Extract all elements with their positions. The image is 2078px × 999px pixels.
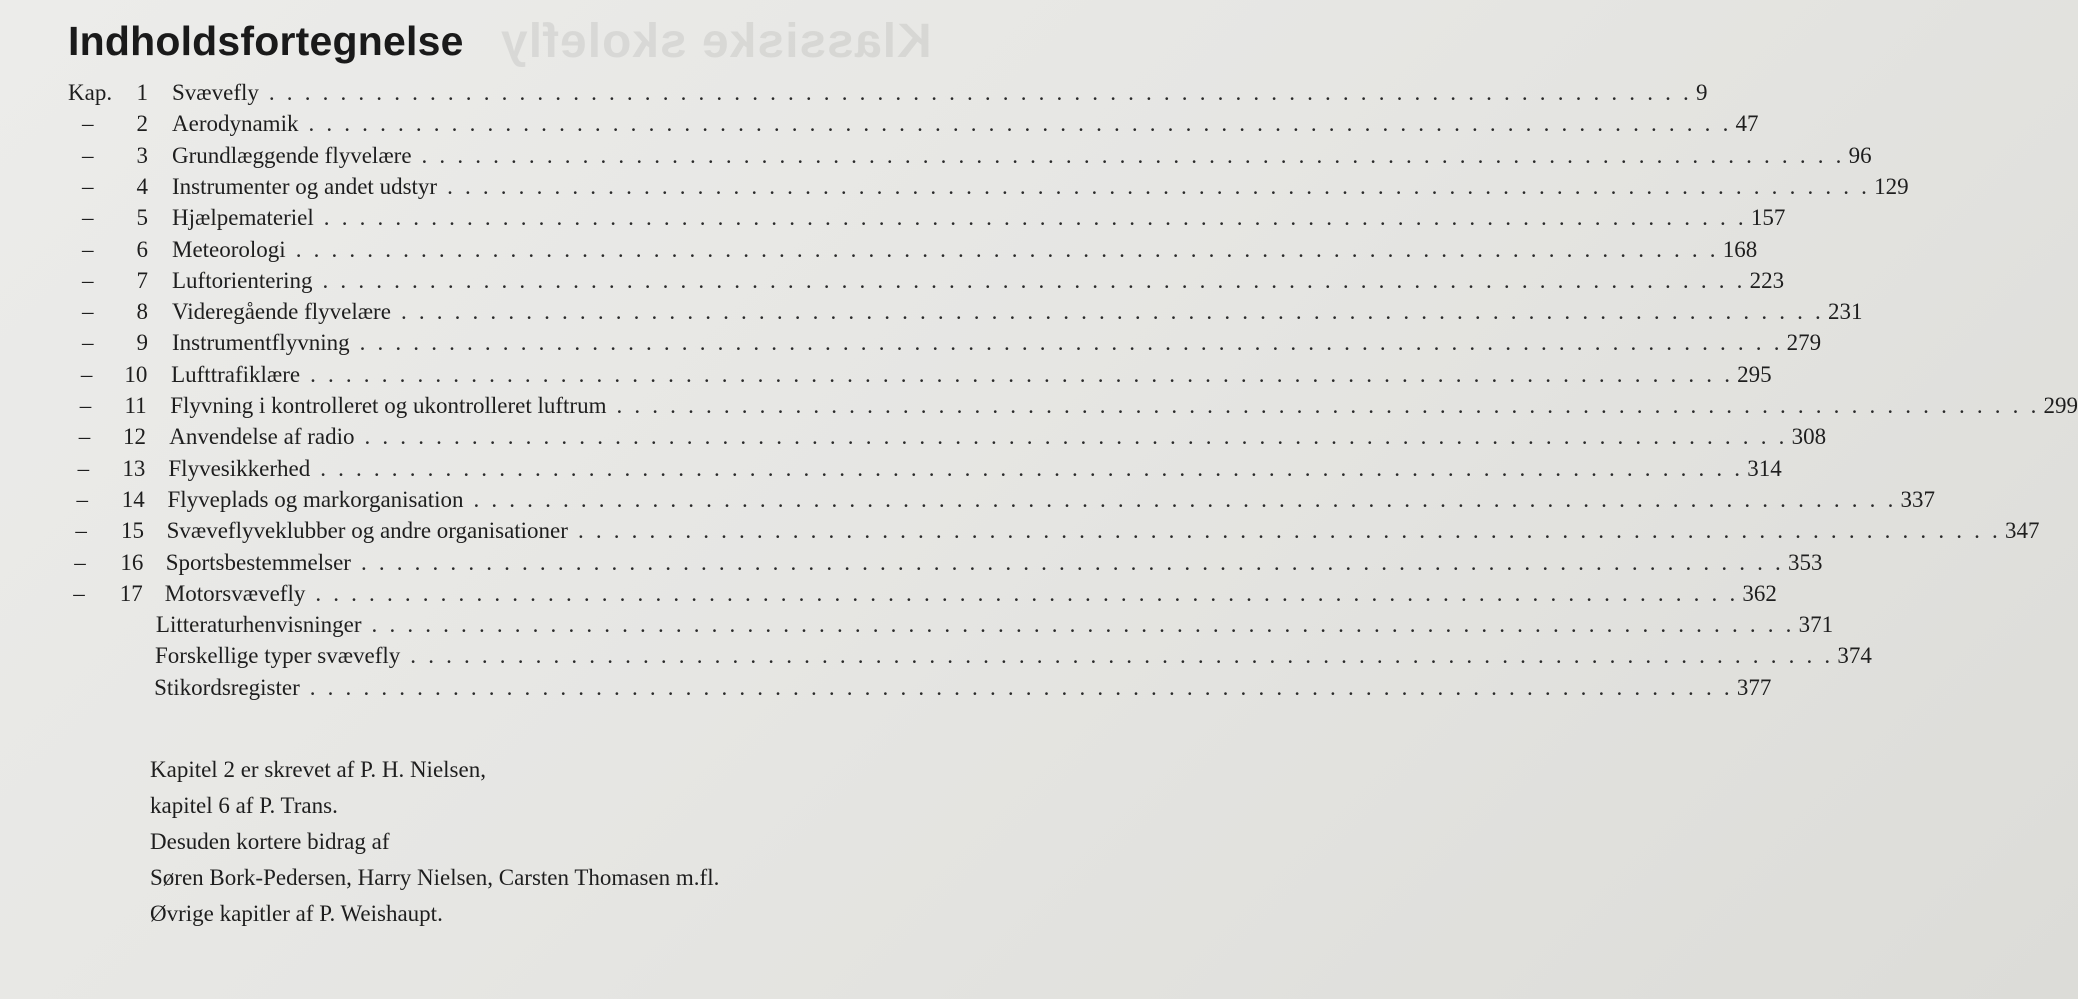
toc-leader-dots: . . . . . . . . . . . . . . . . . . . . . . . . . . . . . . . . . . . . . . . . . . . . . . . . . . . . . . . . . . . . . . . . . . . . . . . . . . . . . . . . xyxy=(359,330,1783,356)
toc-page-number: 337 xyxy=(1900,486,1936,512)
toc-page-number: 353 xyxy=(1788,549,1823,575)
toc-title: Motorsvævefly xyxy=(164,580,306,606)
toc-prefix: – xyxy=(75,518,87,544)
toc-chapter-number: 14 xyxy=(121,486,145,512)
toc-page-number: 231 xyxy=(1828,299,1863,325)
toc-entry xyxy=(0,297,1863,327)
toc-title: Aerodynamik xyxy=(172,111,299,137)
toc-entry xyxy=(0,266,1785,296)
toc-title: Videregående flyvelære xyxy=(172,299,391,325)
toc-page-number: 129 xyxy=(1874,173,1909,199)
toc-chapter-number: 5 xyxy=(136,205,148,231)
toc-page-number: 9 xyxy=(1695,80,1708,105)
toc-chapter-number: 12 xyxy=(123,424,147,450)
toc-entry xyxy=(0,422,1827,452)
toc-chapter-number: 9 xyxy=(136,330,148,356)
toc-prefix: Kap. xyxy=(68,80,113,105)
toc-leader-dots: . . . . . . . . . . . . . . . . . . . . . . . . . . . . . . . . . . . . . . . . . . . . . . . . . . . . . . . . . . . . . . . . . . . . . . . . . . . . . . . . xyxy=(371,612,1795,638)
credits-note xyxy=(150,752,719,932)
toc-entry xyxy=(0,172,1909,202)
toc-page-number: 279 xyxy=(1786,330,1822,356)
toc-prefix: – xyxy=(82,299,94,325)
toc-entry xyxy=(0,673,1772,703)
credits-line: Desuden kortere bidrag af xyxy=(150,829,390,854)
toc-prefix: – xyxy=(77,455,90,481)
toc-page-number: 223 xyxy=(1749,267,1785,293)
toc-title: Litteraturhenvisninger xyxy=(155,612,362,638)
toc-title: Sportsbestemmelser xyxy=(165,549,351,575)
toc-entry xyxy=(0,454,1782,484)
toc-entry xyxy=(0,109,1759,139)
toc-title: Svæveflyveklubber og andre organisationer xyxy=(166,518,568,544)
toc-entry xyxy=(0,548,1823,578)
toc-chapter-number: 7 xyxy=(136,267,148,293)
toc-prefix: – xyxy=(73,580,85,606)
toc-page-number: 299 xyxy=(2043,393,2078,418)
toc-leader-dots: . . . . . . . . . . . . . . . . . . . . . . . . . . . . . . . . . . . . . . . . . . . . . . . . . . . . . . . . . . . . . . . . . . . . . . . . . . . . . . . . xyxy=(308,111,1732,137)
toc-chapter-number: 6 xyxy=(136,236,148,262)
toc-chapter-number: 17 xyxy=(119,580,143,606)
toc-leader-dots: . . . . . . . . . . . . . . . . . . . . . . . . . . . . . . . . . . . . . . . . . . . . . . . . . . . . . . . . . . . . . . . . . . . . . . . . . . . . . . . . xyxy=(360,549,1784,575)
toc-entry xyxy=(0,141,1872,171)
toc-prefix: – xyxy=(79,393,92,418)
toc-title: Instrumenter og andet udstyr xyxy=(172,173,438,199)
toc-page-number: 374 xyxy=(1837,643,1872,669)
toc-entry xyxy=(0,610,1834,640)
toc-leader-dots: . . . . . . . . . . . . . . . . . . . . . . . . . . . . . . . . . . . . . . . . . . . . . . . . . . . . . . . . . . . . . . . . . . . . . . . . . . . . . . . . xyxy=(323,205,1747,231)
toc-prefix: – xyxy=(82,267,94,293)
toc-chapter-number: 1 xyxy=(136,80,148,105)
toc-entry xyxy=(0,391,2078,421)
toc-page-number: 371 xyxy=(1798,612,1834,638)
toc-leader-dots: . . . . . . . . . . . . . . . . . . . . . . . . . . . . . . . . . . . . . . . . . . . . . . . . . . . . . . . . . . . . . . . . . . . . . . . . . . . . . . . . xyxy=(315,580,1739,606)
toc-leader-dots: . . . . . . . . . . . . . . . . . . . . . . . . . . . . . . . . . . . . . . . . . . . . . . . . . . . . . . . . . . . . . . . . . . . . . . . . . . . . . . . . xyxy=(295,236,1719,262)
toc-title: Stikordsregister xyxy=(154,674,300,700)
toc-leader-dots: . . . . . . . . . . . . . . . . . . . . . . . . . . . . . . . . . . . . . . . . . . . . . . . . . . . . . . . . . . . . . . . . . . . . . . . . . . . . . . . . xyxy=(322,267,1746,293)
toc-entry xyxy=(0,78,1708,108)
toc-prefix: – xyxy=(82,236,94,262)
toc-chapter-number: 15 xyxy=(121,518,145,544)
toc-page-number: 377 xyxy=(1736,674,1772,700)
toc-prefix: – xyxy=(82,111,94,137)
toc-chapter-number: 3 xyxy=(136,142,148,168)
toc-leader-dots: . . . . . . . . . . . . . . . . . . . . . . . . . . . . . . . . . . . . . . . . . . . . . . . . . . . . . . . . . . . . . . . . . . . . . . . . . . . . . . . . xyxy=(473,486,1897,512)
toc-chapter-number: 8 xyxy=(136,299,148,325)
page-title: Indholdsfortegnelse xyxy=(68,18,464,64)
toc-prefix: – xyxy=(78,424,91,450)
toc-title: Anvendelse af radio xyxy=(169,424,355,450)
toc-entry xyxy=(0,203,1786,233)
toc-page-number: 347 xyxy=(2005,518,2040,544)
toc-title: Lufttrafiklære xyxy=(171,361,301,387)
toc-title: Forskellige typer svævefly xyxy=(155,643,401,669)
toc-chapter-number: 4 xyxy=(136,173,148,199)
bleed-through-text: Klassiske skolefly xyxy=(500,15,932,68)
toc-title: Grundlæggende flyvelære xyxy=(172,142,412,168)
toc-title: Flyveplads og markorganisation xyxy=(167,486,464,512)
toc-entry xyxy=(0,360,1772,390)
toc-page-number: 295 xyxy=(1737,361,1772,387)
toc-title: Flyvesikkerhed xyxy=(168,455,311,481)
toc-entry xyxy=(0,485,1936,515)
credits-line: Søren Bork-Pedersen, Harry Nielsen, Carsten Thomasen m.fl. xyxy=(150,865,720,890)
toc-leader-dots: . . . . . . . . . . . . . . . . . . . . . . . . . . . . . . . . . . . . . . . . . . . . . . . . . . . . . . . . . . . . . . . . . . . . . . . . . . . . . . . . xyxy=(421,142,1845,168)
toc-leader-dots: . . . . . . . . . . . . . . . . . . . . . . . . . . . . . . . . . . . . . . . . . . . . . . . . . . . . . . . . . . . . . . . . . . . . . . . . . . . . . . . . xyxy=(410,643,1834,669)
toc-page-number: 47 xyxy=(1735,111,1759,137)
toc-page-number: 168 xyxy=(1722,236,1758,262)
toc-chapter-number: 16 xyxy=(120,549,144,575)
toc-prefix: – xyxy=(74,549,86,575)
toc-leader-dots: . . . . . . . . . . . . . . . . . . . . . . . . . . . . . . . . . . . . . . . . . . . . . . . . . . . . . . . . . . . . . . . . . . . . . . . . . . . . . . . . xyxy=(309,674,1733,700)
credits-line: Øvrige kapitler af P. Weishaupt. xyxy=(150,901,443,926)
toc-entry xyxy=(0,328,1822,358)
toc-title: Flyvning i kontrolleret og ukontrolleret luftrum xyxy=(170,393,607,418)
toc-entry xyxy=(0,641,1872,671)
toc-leader-dots: . . . . . . . . . . . . . . . . . . . . . . . . . . . . . . . . . . . . . . . . . . . . . . . . . . . . . . . . . . . . . . . . . . . . . . . . . . . . . . . . xyxy=(400,299,1824,325)
toc-leader-dots: . . . . . . . . . . . . . . . . . . . . . . . . . . . . . . . . . . . . . . . . . . . . . . . . . . . . . . . . . . . . . . . . . . . . . . . . . . . . . . . . xyxy=(320,455,1744,481)
toc-leader-dots: . . . . . . . . . . . . . . . . . . . . . . . . . . . . . . . . . . . . . . . . . . . . . . . . . . . . . . . . . . . . . . . . . . . . . . . . . . . . . . . . xyxy=(616,393,2040,418)
toc-leader-dots: . . . . . . . . . . . . . . . . . . . . . . . . . . . . . . . . . . . . . . . . . . . . . . . . . . . . . . . . . . . . . . . . . . . . . . . . . . . . . . . . xyxy=(310,361,1734,387)
toc-title: Luftorientering xyxy=(172,267,313,293)
toc-chapter-number: 13 xyxy=(122,455,146,481)
toc-entry xyxy=(0,235,1758,265)
toc-page-number: 157 xyxy=(1750,205,1786,231)
toc-prefix: – xyxy=(82,173,94,199)
credits-line: Kapitel 2 er skrevet af P. H. Nielsen, xyxy=(150,757,486,782)
toc-title: Svævefly xyxy=(172,80,259,105)
toc-leader-dots: . . . . . . . . . . . . . . . . . . . . . . . . . . . . . . . . . . . . . . . . . . . . . . . . . . . . . . . . . . . . . . . . . . . . . . . . . . . . . . . . xyxy=(364,424,1788,450)
toc-entry xyxy=(0,516,2040,546)
toc-leader-dots: . . . . . . . . . . . . . . . . . . . . . . . . . . . . . . . . . . . . . . . . . . . . . . . . . . . . . . . . . . . . . . . . . . . . . . . . . . . . . . . . xyxy=(577,518,2001,544)
toc-chapter-number: 2 xyxy=(136,111,148,137)
toc-entry xyxy=(0,579,1777,609)
toc-prefix: – xyxy=(80,361,93,387)
toc-leader-dots: . . . . . . . . . . . . . . . . . . . . . . . . . . . . . . . . . . . . . . . . . . . . . . . . . . . . . . . . . . . . . . . . . . . . . . . . . . . . . . . . xyxy=(447,173,1871,199)
toc-title: Instrumentflyvning xyxy=(172,330,350,356)
toc-page-number: 362 xyxy=(1742,580,1777,606)
toc-prefix: – xyxy=(82,330,94,356)
toc-page-number: 96 xyxy=(1848,142,1872,168)
toc-prefix: – xyxy=(76,486,88,512)
toc-leader-dots: . . . . . . . . . . . . . . . . . . . . . . . . . . . . . . . . . . . . . . . . . . . . . . . . . . . . . . . . . . . . . . . . . . . . . . . . . . . . . . . . xyxy=(268,80,1692,105)
toc-chapter-number: 10 xyxy=(124,361,148,387)
toc-prefix: – xyxy=(82,142,94,168)
toc-chapter-number: 11 xyxy=(124,393,147,418)
credits-line: kapitel 6 af P. Trans. xyxy=(150,793,338,818)
toc-title: Hjælpemateriel xyxy=(172,205,314,231)
toc-title: Meteorologi xyxy=(172,236,286,262)
toc-page-number: 308 xyxy=(1791,424,1827,450)
toc-page-number: 314 xyxy=(1747,455,1782,481)
toc-prefix: – xyxy=(82,205,94,231)
